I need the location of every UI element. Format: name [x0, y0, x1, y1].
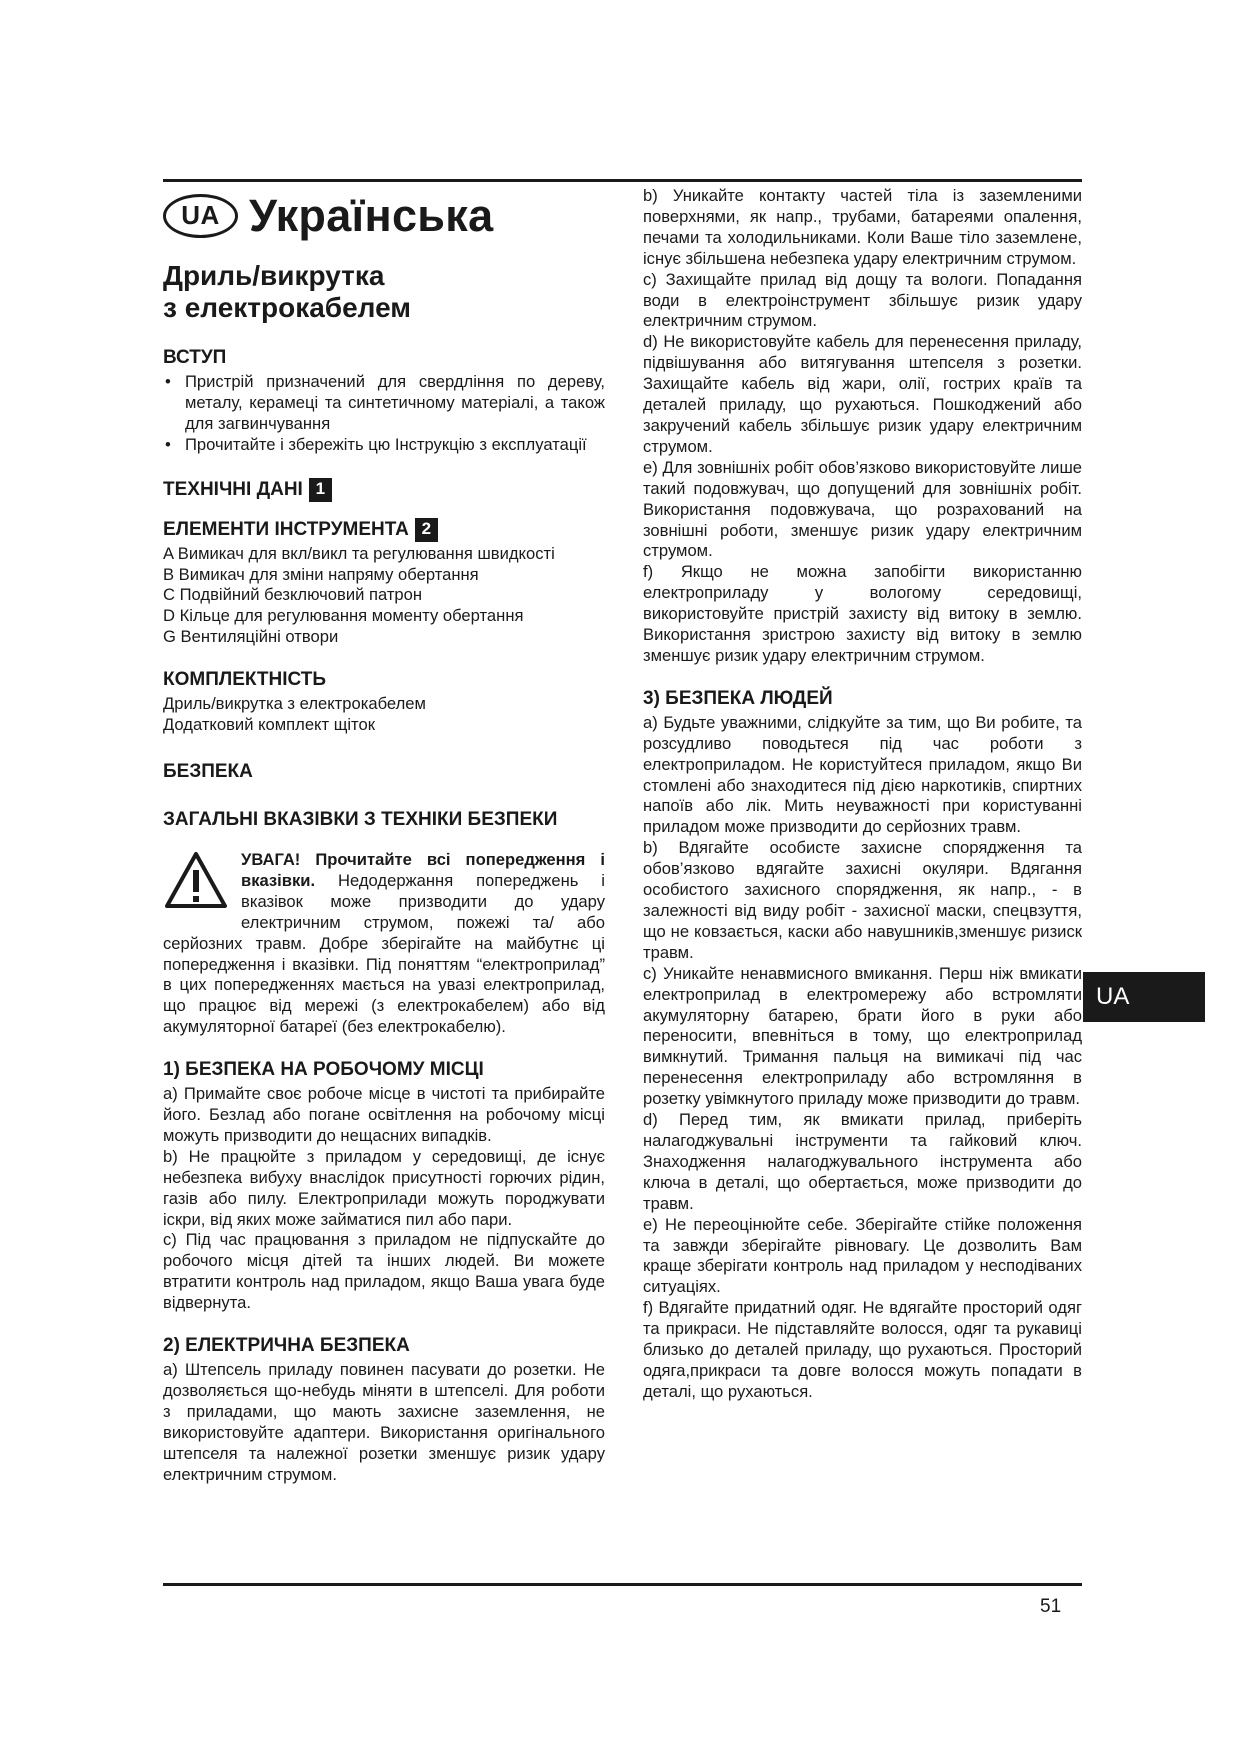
tech-heading-label: ТЕХНІЧНІ ДАНІ — [163, 478, 303, 500]
warning-block — [163, 850, 605, 1038]
kit-heading: КОМПЛЕКТНІСТЬ — [163, 669, 327, 691]
kit-list — [163, 694, 605, 736]
list-item: Дриль/викрутка з електрокабелем — [163, 694, 426, 714]
paragraph: c) Захищайте прилад від дощу та вологи. Попадання води в електроінструмент збільшує ризик удару електричним струмом. — [643, 269, 1082, 331]
right-column — [643, 186, 1082, 1403]
paragraph: b) Не працюйте з приладом у середовищі, де існує небезпека вибуху внаслідок присутності горючих рідин, газів або пилу. Електроприлади можуть породжувати іскри, від яких може займатися пил або пари. — [163, 1146, 605, 1229]
top-rule — [163, 179, 1082, 182]
warning-body: Недодержання попереджень і вказівок може призводити до удару електричним струмом, пожежі та/ або серйозних травм. Добре зберігайте на майбутнє ці попередження і вказівки. Під поняттям “електроприлад” в цих попередженнях мається на увазі електроприлад, що працює від мережі (з електрокабелем) або від акумуляторної батареї (без електрокабелю). — [163, 870, 605, 1037]
list-item: • Прочитайте і збережіть цю Інструкцію з експлуатації — [163, 435, 605, 456]
list-item: B Вимикач для зміни напряму обертання — [163, 564, 479, 584]
warning-bold: УВАГА! Прочитайте всі попередження і вказівки. — [241, 849, 605, 890]
language-header — [163, 190, 605, 241]
list-item: D Кільце для регулювання моменту обертання — [163, 606, 524, 626]
paragraph: d) Не використовуйте кабель для перенесення приладу, підвішування або витягування штепселя з розетки. Захищайте кабель від жари, олії, гострих країв та деталей приладу, що рухаються. Пошкоджений або закручений кабель збільшує ризик удару електричним струмом. — [643, 332, 1082, 456]
paragraph: a) Будьте уважними, слідкуйте за тим, що Ви робите, та розсудливо поводьтеся під час роботи з електроприладом. Не користуйтеся приладом, якщо Ви стомлені або знаходитеся під дією наркотиків, спиртних напоїв або лік. Мить неуважності при користуванні приладом може призводити до серйозних травм. — [643, 712, 1082, 837]
intro-heading: ВСТУП — [163, 347, 227, 368]
paragraph: a) Примайте своє робоче місце в чистоті та прибирайте його. Безлад або погане освітлення на робочому місці можуть призводити до нещасних випадків. — [163, 1084, 605, 1145]
document-title — [163, 260, 605, 324]
elements-heading-label: ЕЛЕМЕНТИ ІНСТРУМЕНТА — [163, 518, 409, 540]
paragraph: b) Уникайте контакту частей тіла із заземленими поверхнями, як напр., трубами, батареями опалення, печами та холодильниками. Коли Ваше тіло заземлене, існує збільшена небезпека удару електричним струмом. — [643, 186, 1082, 268]
ua-badge: UA — [163, 194, 238, 238]
tech-heading — [163, 478, 605, 502]
warning-triangle-icon — [163, 850, 229, 910]
list-item: • Пристрій призначений для свердління по дереву, металу, керамеці та синтетичному матеріалі, а також для загвинчування — [163, 372, 605, 435]
paragraph: f) Якщо не можна запобігти використанню електроприладу у вологому середовищі, використовуйте пристрій захисту від витоку в землю. Використання зристрою захисту від витоку в землю зменшує ризик удару електричним струмом. — [643, 562, 1082, 665]
title-line-1: Дриль/викрутка — [163, 260, 385, 291]
personal-heading: 3) БЕЗПЕКА ЛЮДЕЙ — [643, 687, 833, 709]
language-title: Українська — [249, 190, 494, 241]
intro-list — [163, 372, 605, 456]
bottom-rule — [163, 1583, 1082, 1586]
paragraph: a) Штепсель приладу повинен пасувати до розетки. Не дозволяється що-небудь міняти в штепселі. Для роботи з приладами, що мають захисне заземлення, не використовуйте адаптери. Використання оригінального штепселя та належної розетки зменшує ризик удару електричним струмом. — [163, 1360, 605, 1484]
electrical-heading: 2) ЕЛЕКТРИЧНА БЕЗПЕКА — [163, 1335, 410, 1357]
elements-heading — [163, 518, 605, 542]
language-side-tab: UA — [1083, 972, 1205, 1022]
elements-list — [163, 544, 605, 649]
work-area-heading: 1) БЕЗПЕКА НА РОБОЧОМУ МІСЦІ — [163, 1059, 484, 1081]
general-safety-heading: ЗАГАЛЬНІ ВКАЗІВКИ З ТЕХНІКИ БЕЗПЕКИ — [163, 808, 558, 830]
paragraph: e) Для зовнішніх робіт обов’язково використовуйте лише такий подовжувач, що допущений для зовнішніх робіт. Використання подовжувача, що розрахований на зовнішні роботи, зменшує ризик удару електричним струмом. — [643, 457, 1082, 561]
paragraph: d) Перед тим, як вмикати прилад, приберіть налагоджувальні інструменти та гайковий ключ. Знаходження налагоджувального інструмента або ключа в деталі, що обертається, може призводити до травм. — [643, 1110, 1082, 1213]
list-item: A Вимикач для вкл/викл та регулювання швидкості — [163, 543, 555, 563]
list-item: C Подвійний безключовий патрон — [163, 585, 423, 605]
title-line-2: з електрокабелем — [163, 292, 411, 323]
left-column — [163, 188, 605, 1486]
paragraph: c) Під час працювання з приладом не підпускайте до робочого місця дітей та інших людей. Ви можете втратити контроль над приладом, якщо Ваша увага буде відвернута. — [163, 1230, 605, 1313]
list-item: Додатковий комплект щіток — [163, 715, 375, 735]
list-item: G Вентиляційні отвори — [163, 627, 339, 647]
paragraph: b) Вдягайте особисте захисне спорядження та обов’язково вдягайте захисні окуляри. Вдягання особистого захисного спорядження, як напр., - в залежності від виду робіт - захисної маски, спецвзуття, що не ковзається, каски або навушників,зменшує ризиск травм. — [643, 838, 1082, 962]
warning-text — [163, 850, 605, 1038]
figure-ref-box: 1 — [309, 478, 332, 502]
figure-ref-box: 2 — [415, 518, 438, 542]
paragraph: c) Уникайте ненавмисного вмикання. Перш ніж вмикати електроприлад в електромережу або встромляти акумуляторну батарею, брати його в руки або переносити, впевніться в тому, що електроприлад вимкнутий. Тримання пальця на вимикачі під час перенесення електроприладу або встромляння в розетку увімкнутого приладу може призводити до травм. — [643, 963, 1082, 1109]
safety-heading: БЕЗПЕКА — [163, 760, 253, 782]
page-number: 51 — [1040, 1596, 1062, 1617]
paragraph: e) Не переоцінюйте себе. Зберігайте стійке положення та завжди зберігайте рівновагу. Це дозволить Вам краще зберігати контроль над приладом у несподіваних ситуаціях. — [643, 1214, 1082, 1297]
paragraph: f) Вдягайте придатний одяг. Не вдягайте просторий одяг та прикраси. Не підставляйте волосся, одяг та рукавиці близько до деталей приладу, що рухаються. Просторий одяга,прикраси та довге волосся можуть попадати в деталі, що рухаються. — [643, 1298, 1082, 1401]
